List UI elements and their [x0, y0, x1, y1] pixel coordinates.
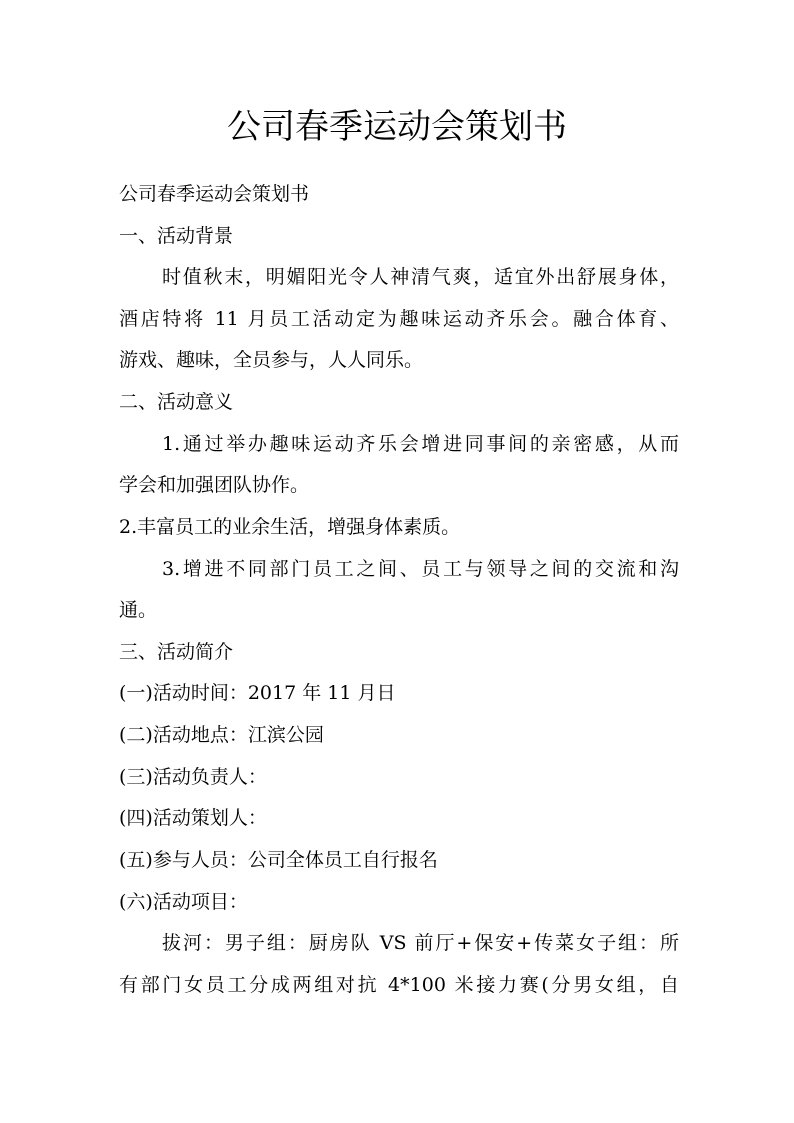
document-title: 公司春季运动会策划书	[227, 107, 567, 147]
list-item: (五)参与人员：公司全体员工自行报名	[119, 849, 438, 871]
paragraph-line: 酒店特将 11 月员工活动定为趣味运动齐乐会。融合体育、	[119, 308, 679, 330]
paragraph-line: 有部门女员工分成两组对抗 4*100 米接力赛(分男女组，自	[119, 974, 679, 996]
paragraph-line: 学会和加强团队协作。	[119, 474, 310, 496]
list-item: (二)活动地点：江滨公园	[119, 724, 324, 746]
paragraph-line: 2.丰富员工的业余生活，增强身体素质。	[119, 516, 461, 538]
paragraph-line: 时值秋末，明媚阳光令人神清气爽，适宜外出舒展身体，	[162, 266, 679, 288]
paragraph-line: 3.增进不同部门员工之间、员工与领导之间的交流和沟	[162, 558, 679, 580]
paragraph-line: 1.通过举办趣味运动齐乐会增进同事间的亲密感，从而	[162, 433, 679, 455]
paragraph-line: 通。	[119, 599, 158, 621]
section-heading-significance: 二、活动意义	[119, 391, 234, 413]
list-item: (四)活动策划人：	[119, 807, 267, 829]
section-heading-introduction: 三、活动简介	[119, 641, 234, 663]
list-item: (三)活动负责人：	[119, 766, 267, 788]
paragraph-line: 拔河：男子组：厨房队 VS 前厅+保安+传菜女子组：所	[162, 932, 679, 954]
section-heading-background: 一、活动背景	[119, 225, 234, 247]
list-item: (六)活动项目：	[119, 891, 248, 913]
subtitle-line: 公司春季运动会策划书	[119, 183, 310, 205]
list-item: (一)活动时间：2017 年 11 月日	[119, 682, 396, 704]
paragraph-line: 游戏、趣味，全员参与，人人同乐。	[119, 349, 424, 371]
